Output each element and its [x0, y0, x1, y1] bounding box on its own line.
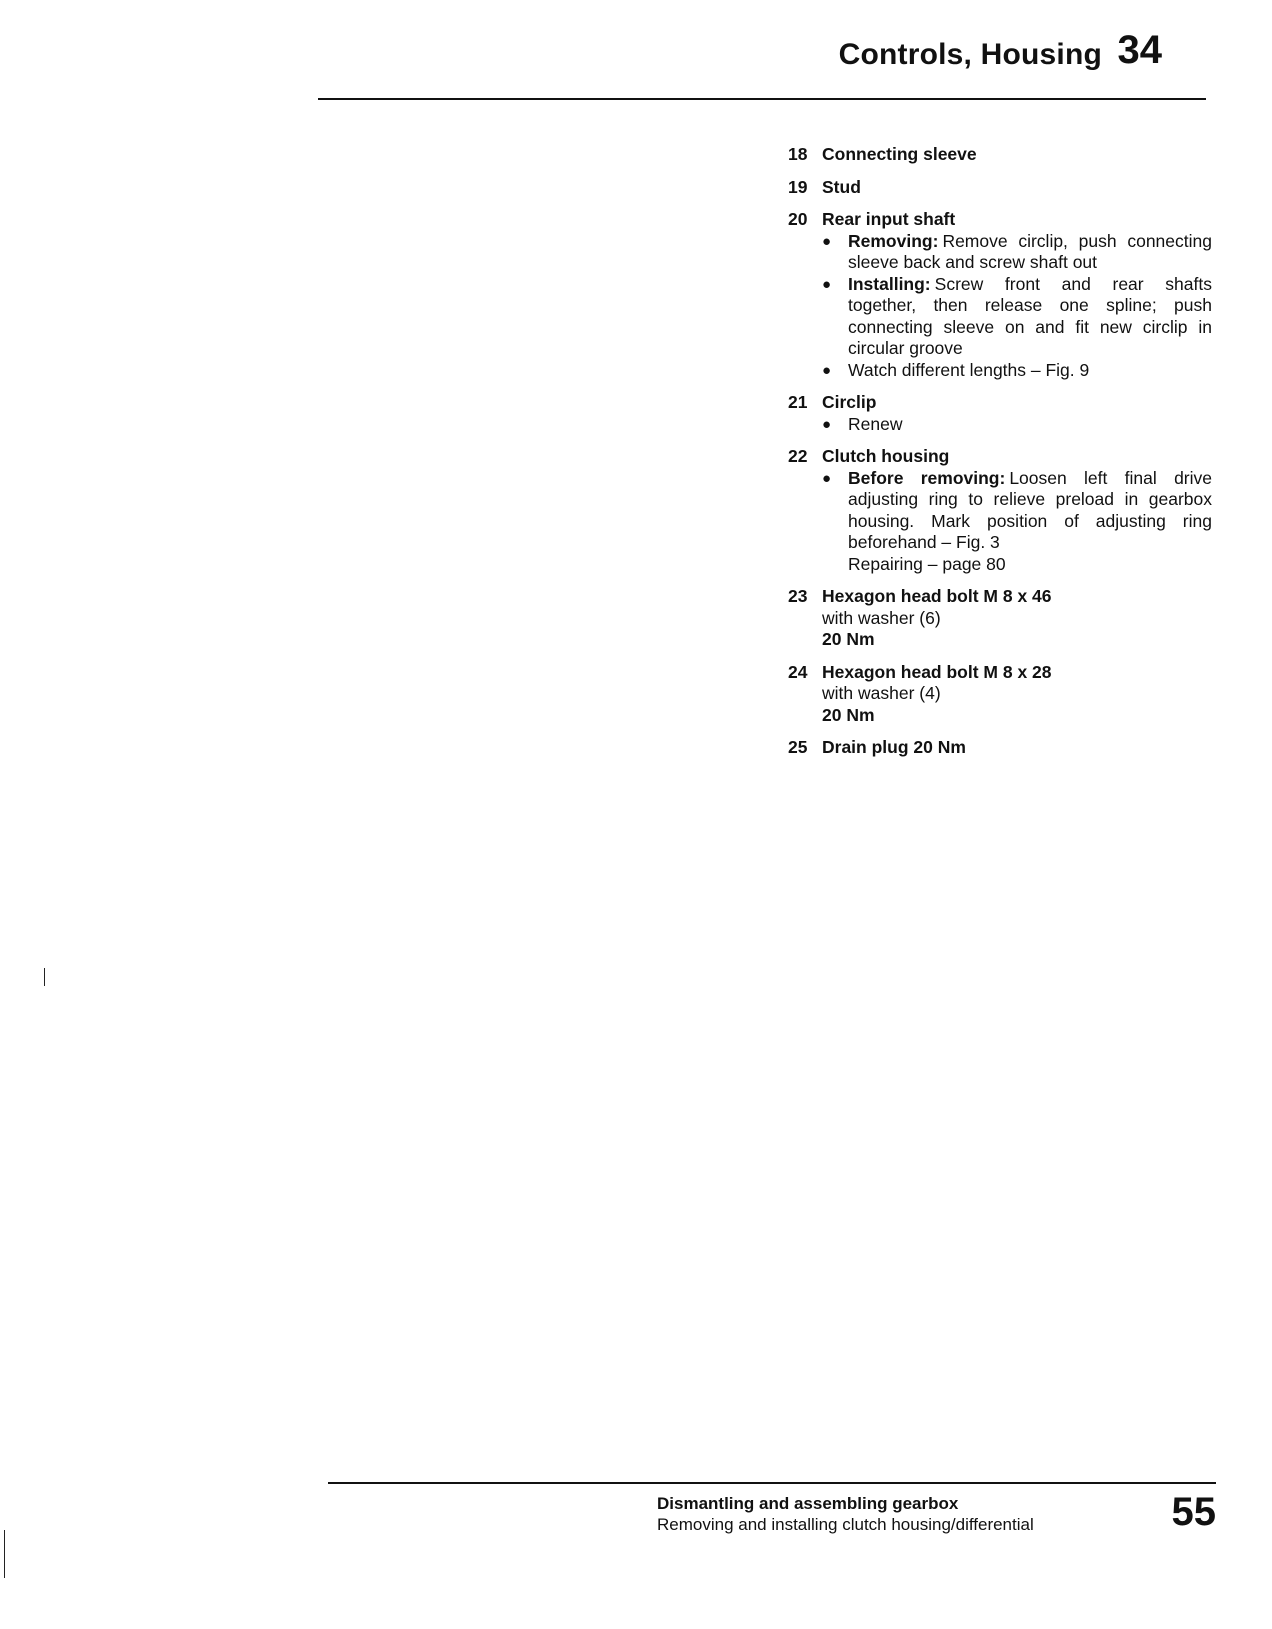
list-item	[788, 177, 1212, 199]
list-item	[788, 586, 1212, 651]
item-torque: 20 Nm	[822, 704, 875, 725]
list-item	[788, 144, 1212, 166]
page-number: 55	[1171, 1490, 1216, 1534]
bullet-dot-icon: ●	[822, 469, 832, 487]
parts-list	[788, 144, 1212, 770]
bullet-label: Removing:	[848, 230, 939, 251]
footer-rule	[328, 1482, 1216, 1484]
item-detail: with washer (4)	[822, 683, 941, 703]
bullet-extra: Repairing – page 80	[848, 553, 1006, 574]
list-item	[788, 662, 1212, 727]
list-item	[788, 737, 1212, 759]
item-number: 21	[788, 392, 808, 412]
bullet-point	[822, 360, 1212, 382]
bullet-label: Before removing:	[848, 467, 1006, 488]
list-item	[788, 209, 1212, 381]
scan-mark	[44, 968, 45, 986]
header-rule	[318, 98, 1206, 100]
list-item	[788, 446, 1212, 575]
item-torque: 20 Nm	[822, 629, 875, 649]
item-number: 23	[788, 586, 808, 606]
item-number: 18	[788, 144, 808, 164]
list-item	[788, 392, 1212, 435]
item-number: 24	[788, 661, 808, 682]
item-title: Drain plug 20 Nm	[822, 737, 966, 757]
bullet-dot-icon: ●	[822, 275, 832, 293]
item-title: Clutch housing	[822, 446, 950, 466]
bullet-point	[822, 231, 1212, 274]
footer-chapter-title: Dismantling and assembling gearbox	[657, 1494, 959, 1513]
item-detail: with washer (6)	[822, 607, 941, 628]
bullet-point	[822, 468, 1212, 576]
item-title: Rear input shaft	[822, 209, 956, 229]
item-title: Stud	[822, 176, 861, 197]
bullet-text: Renew	[848, 413, 903, 434]
bullet-text: Remove circlip, push connecting sleeve back and screw shaft out	[848, 230, 1212, 272]
item-title: Hexagon head bolt M 8 x 46	[822, 586, 1052, 606]
chapter-number: 34	[1117, 28, 1162, 72]
bullet-dot-icon: ●	[822, 361, 832, 379]
bullet-label: Installing:	[848, 273, 931, 294]
item-title: Hexagon head bolt M 8 x 28	[822, 661, 1052, 682]
section-title: Controls, Housing	[838, 38, 1102, 71]
item-title: Circlip	[822, 392, 877, 412]
bullet-point	[822, 274, 1212, 360]
bullet-text: Screw front and rear shafts together, then release one spline; push connecting sleeve on and fit new circlip in circular groove	[848, 273, 1212, 358]
bullet-dot-icon: ●	[822, 415, 832, 433]
bullet-point	[822, 414, 1212, 436]
bullet-text: Loosen left final drive adjusting ring to relieve preload in gearbox housing. Mark position of adjusting ring beforehand – Fig. 3	[848, 467, 1212, 552]
item-number: 19	[788, 176, 808, 197]
item-title: Connecting sleeve	[822, 144, 977, 164]
item-number: 25	[788, 737, 808, 757]
scan-mark	[4, 1530, 5, 1578]
item-number: 20	[788, 209, 808, 229]
bullet-dot-icon: ●	[822, 232, 832, 250]
footer-section-title: Removing and installing clutch housing/differential	[657, 1515, 1034, 1534]
item-number: 22	[788, 446, 808, 466]
bullet-text: Watch different lengths – Fig. 9	[848, 359, 1090, 380]
